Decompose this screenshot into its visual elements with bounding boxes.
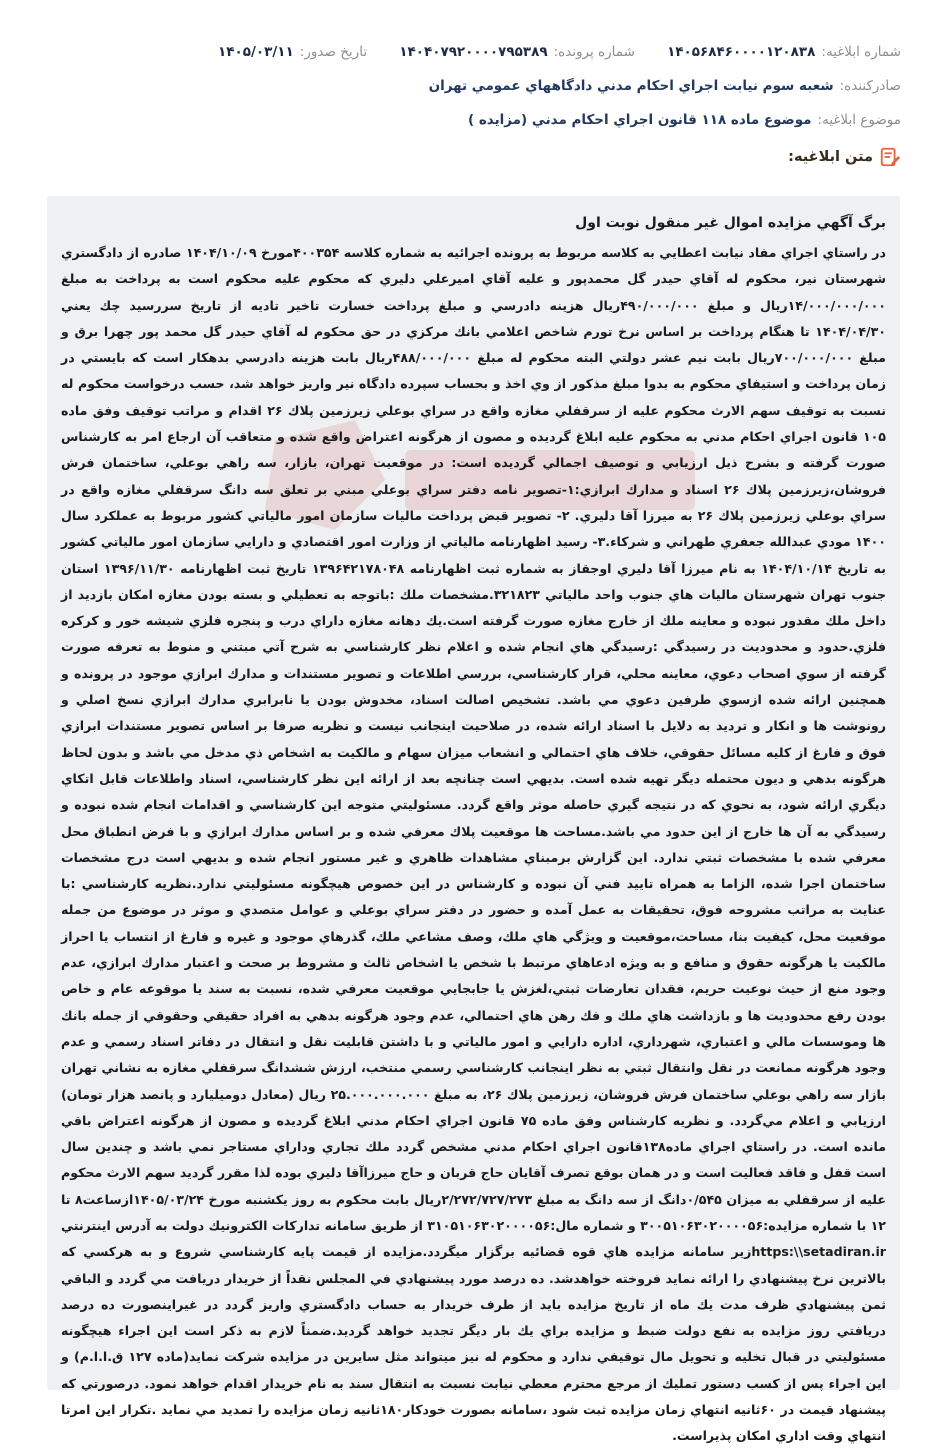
issue-date-value: ۱۴۰۵/۰۳/۱۱ (218, 44, 294, 60)
notice-number-value: ۱۴۰۵۶۸۴۶۰۰۰۰۱۲۰۸۳۸ (667, 44, 816, 60)
issuer-row (38, 74, 901, 98)
case-number (399, 40, 635, 64)
case-number-value: ۱۴۰۴۰۷۹۲۰۰۰۰۷۹۵۳۸۹ (399, 44, 548, 60)
ad-title: برگ آگهي مزايده اموال غير منقول نوبت اول (575, 215, 886, 231)
subject-row (38, 108, 901, 132)
issue-date (218, 40, 367, 64)
notice-number (667, 40, 901, 64)
ad-body-text: در راستاي اجراي مفاد نيابت اعطايي به كلاسه مربوط به پرونده اجرائيه به شماره كلاسه ۴۰۰۳۵۴مورخ ۱۴۰۴/۱۰/۰۹ صادره از دادگستري شهرستان نير، محكوم له آقاي حيدر گل محمدپور و عليه آقاي اميرعلي دليري كه محكوم عليه محكوم است به پرداخت به مبلغ ۱۴/۰۰۰/۰۰۰/۰۰۰ريال و مبلغ ۴۹۰/۰۰۰/۰۰۰ريال هزينه دادرسي و مبلغ پرداخت خسارت تاخير تاديه از تاريخ سررسيد چك يعني ۱۴۰۴/۰۴/۳۰ تا هنگام پرداخت بر اساس نرخ تورم شاخص اعلامي بانك مركزي در حق محكوم له آقاي حيدر گل محمد پور چهرا برق و مبلغ ۷۰۰/۰۰۰/۰۰۰ريال بابت نيم عشر دولتي البته محكوم له مبلغ ۴۸۸/۰۰۰/۰۰۰ريال بابت هزينه دادرسي بدهكار است كه بايستي در زمان پرداخت و استيفاي محكوم به بدوا مبلغ مذكور از وي اخذ و بحساب سپرده دادگاه نير واريز خواهد شد، حسب درخواست محكوم له نسبت به توقيف سهم الارث محكوم عليه از سرقفلي مغازه واقع در سراي بوعلي زيرزمين پلاك ۲۶ اقدام و مراتب توقيف وفق ماده ۱۰۵ قانون اجراي احكام مدني به محكوم عليه ابلاغ گرديده و مصون از هرگونه اعتراض واقع شده و متعاقب آن ارجاع امر به كارشناس صورت گرفته و بشرح ذيل ارزيابي و توصيف اجمالي گرديده است: در موقعيت تهران، بازار، سه راهي بوعلي، ساختمان فرش فروشان،زيرزمين پلاك ۲۶ اسناد و مدارك ابرازي:۱-تصوير نامه دفتر سراي بوعلي مبني بر تعلق سه دانگ سرقفلي مغازه واقع در سراي بوعلي زيرزمين پلاك ۲۶ به ميرزا آقا دليري. ۲- تصوير قبض پرداخت ماليات سازمان امور مالياتي كشور مربوط به عملكرد سال ۱۴۰۰ مودي عبدالله جعفري طهراني و شركاء.۳- رسيد اظهارنامه مالياتي از وزارت امور اقتصادي و دارايي سازمان امور مالياتي كشور به تاريخ ۱۴۰۴/۱۰/۱۴ به نام ميرزا آقا دليري اوجقاز به شماره ثبت اظهارنامه ۱۳۹۶۴۲۱۷۸۰۴۸ تاريخ ثبت اظهارنامه ۱۳۹۶/۱۱/۳۰ استان جنوب تهران شهرستان ماليات هاي جنوب واحد مالياتي ۳۲۱۸۲۳.مشخصات ملك :باتوجه به تعطيلي و بسته بودن مغازه امكان بازديد از داخل ملك مقدور نبوده و معاينه ملك از خارج مغازه صورت گرفته است.يك دهانه مغازه داراي درب و پنجره فلزي شيشه خور و كركره فلزي.حدود و محدوديت در رسيدگي :رسيدگي هاي انجام شده و اعلام نظر كارشناسي به شرح آتي مبتني و منوط به تعرفه صورت گرفته از سوي اصحاب دعوي، معاينه محلي، قرار كارشناسي، بررسي اطلاعات و تصوير مستندات و مدارك ابرازي موجود در پرونده و همچنين ارائه شده ازسوي طرفين دعوي مي باشد. تشخيص اصالت اسناد، مخدوش بودن يا نابرابري مدارك ابرازي نسخ اصلي و رونوشت ها و انكار و ترديد به دلايل با اسناد ارائه شده، در صلاحيت اينجانب نيست و نظريه صرفا بر اساس تصوير مستندات ابرازي فوق و فارغ از كليه مسائل حقوقي، خلاف هاي احتمالي و انشعاب ميزان سهام و مالكيت به اشخاص ذي مدخل مي باشد و بدون لحاظ هرگونه بدهي و ديون محتمله ديگر تهيه شده است. بديهي است چنانچه بعد از ارائه اين نظر كارشناسي، اسناد واطلاعات قابل اتكاي ديگري ارائه شود، به نحوي كه در نتيجه گيري حاصله موثر واقع گردد. مسئوليتي متوجه اين كارشناسي و اقدامات انجام شده نبوده و رسيدگي به آن ها خارج از اين حدود مي باشد.مساحت ها موقعيت پلاك معرفي شده و بر اساس مدارك ابرازي و با فرض انطباق محل معرفي شده با مشخصات ثبتي ندارد. اين گزارش برمبناي مشاهدات ظاهري و غير مستور انجام شده و بديهي است درج مشخصات ساختمان اجرا شده، الزاما به همراه تاييد فني آن نبوده و كارشناس در اين خصوص هيچگونه مسئوليتي ندارد.نظريه كارشناسي :با عنايت به مراتب مشروحه فوق، تحقيقات به عمل آمده و حضور در دفتر سراي بوعلي و عوامل متصدي و موثر در موضوع من جمله موقعيت محل، كيفيت بنا، مساحت،موقعيت و ويژگي هاي ملك، وصف مشاعي ملك، گذرهاي موجود و غيره و فارغ از انتساب يا احراز مالكيت يا هرگونه حقوق و منافع و به ويژه ادعاهاي مرتبط با شخص يا اشخاص ثالث و مشروط بر صحت و اعتبار مدارك ابرازي، عدم وجود منع از حيث نوعيت حريم، فقدان تعارضات ثبتي،لغزش يا جابجايي موقعيت معرفي شده، نسبت به سند يا موقوعه عام و خاص بودن رفع محدوديت ها و بازداشت هاي ملك و فك رهن هاي احتمالي، عدم وجود هرگونه بدهي به افراد حقيقي وحقوقي از جمله بانك ها وموسسات مالي و اعتباري، شهرداري، اداره دارايي و امور مالياتي و با داشتن قابليت نقل و انتقال در دفاتر اسناد رسمي و عدم وجود هرگونه ممانعت در نقل وانتقال ثبتي به نظر اينجانب كارشناسي رسمي منتخب، ارزش ششدانگ سرقفلي مغازه به نشاني تهران بازار سه راهي بوعلي ساختمان فرش فروشان، زيرزمين پلاك ۲۶، به مبلغ ۲۵.۰۰۰.۰۰۰.۰۰۰ ريال (معادل دوميليارد و پانصد هزار تومان) ارزيابي و اعلام مي‌گردد. و نظريه كارشناس وفق ماده ۷۵ قانون اجراي احكام مدني ابلاغ گرديده و مصون از هرگونه اعتراض باقي مانده است. در راستاي اجراي ماده۱۳۸قانون اجراي احكام مدني مشخص گردد ملك تجاري وداراي مستاجر نمي باشد و چندين سال است قفل و فاقد فعاليت است و در همان بوقع تصرف آقايان حاج قربان و حاج ميرزاآقا دليري بوده لذا مقرر گرديد سهم الارث محكوم عليه از سرقفلي به ميزان ۰/۵۴۵دانگ از سه دانگ به مبلغ ۲/۲۷۲/۷۲۷/۲۷۳ريال بابت محكوم به روز يكشنبه مورخ ۱۴۰۵/۰۳/۲۴ازساعت۸ تا ۱۲ با شماره مزايده:۳۰۰۵۱۰۶۳۰۲۰۰۰۰۵۶ و شماره مال:۳۱۰۵۱۰۶۳۰۲۰۰۰۰۵۶ از طريق سامانه تداركات الكترونيك دولت به آدرس اينترنتي https:\\setadiran.irزير سامانه مزايده هاي قوه قضائيه برگزار ميگردد.مزايده از قيمت پايه كارشناسي شروع و به هركسي كه بالاترين نرخ پيشنهادي را ارائه نمايد فروخته خواهدشد. ده درصد مورد پيشنهادي في المجلس نقداً از خريدار دريافت مي گردد و الباقي ثمن پيشنهادي ظرف مدت يك ماه از تاريخ مزايده بايد از طرف خريدار به حساب دادگستري واريز گردد در غيراينصورت ده درصد دريافتي روز مزايده به نفع دولت ضبط و مزايده براي يك بار ديگر تجديد خواهد گرديد.ضمناً لازم به ذكر است اين اجراء هيچگونه مسئوليتي در قبال تخليه و تحويل مال توقيفي ندارد و محكوم له نيز ميتواند مثل سايرين در مزايده شركت نمايد(ماده ۱۲۷ ق.ا.ا.م) و اين اجراء پس از كسب دستور تمليك از مرجع محترم معطي نيابت نسبت به انتقال سند به نام خريدار اقدام خواهد نمود. درصورتي كه پيشنهاد قيمت در ۶۰ثانيه انتهاي زمان مزايده ثبت شود ،سامانه بصورت خودكار۱۸۰ثانيه زمان مزايده را تمديد مي نمايد .تكرار اين امرتا انتهاي وقت اداري امكان پذيراست. (61, 245, 887, 1444)
notice-text-heading-label: متن ابلاغیه: (788, 149, 873, 165)
subject-value: موضوع ماده ۱۱۸ قانون اجراي احكام مدني (مزايده ) (467, 112, 812, 128)
issuer-value: شعبه سوم نيابت اجراي احكام مدني دادگاههاي عمومي تهران (428, 78, 834, 94)
notice-meta-row (38, 40, 901, 64)
notice-text-heading (38, 146, 901, 168)
subject-label: موضوع ابلاغیه: (817, 112, 901, 128)
notice-number-label: شماره ابلاغیه: (821, 44, 901, 60)
notice-content-box (47, 196, 900, 1444)
issuer-label: صادرکننده: (839, 78, 901, 94)
issuer (429, 74, 901, 98)
subject (468, 108, 901, 132)
edit-note-icon (879, 146, 901, 168)
issue-date-label: تاریخ صدور: (299, 44, 368, 60)
case-number-label: شماره پرونده: (553, 44, 635, 60)
